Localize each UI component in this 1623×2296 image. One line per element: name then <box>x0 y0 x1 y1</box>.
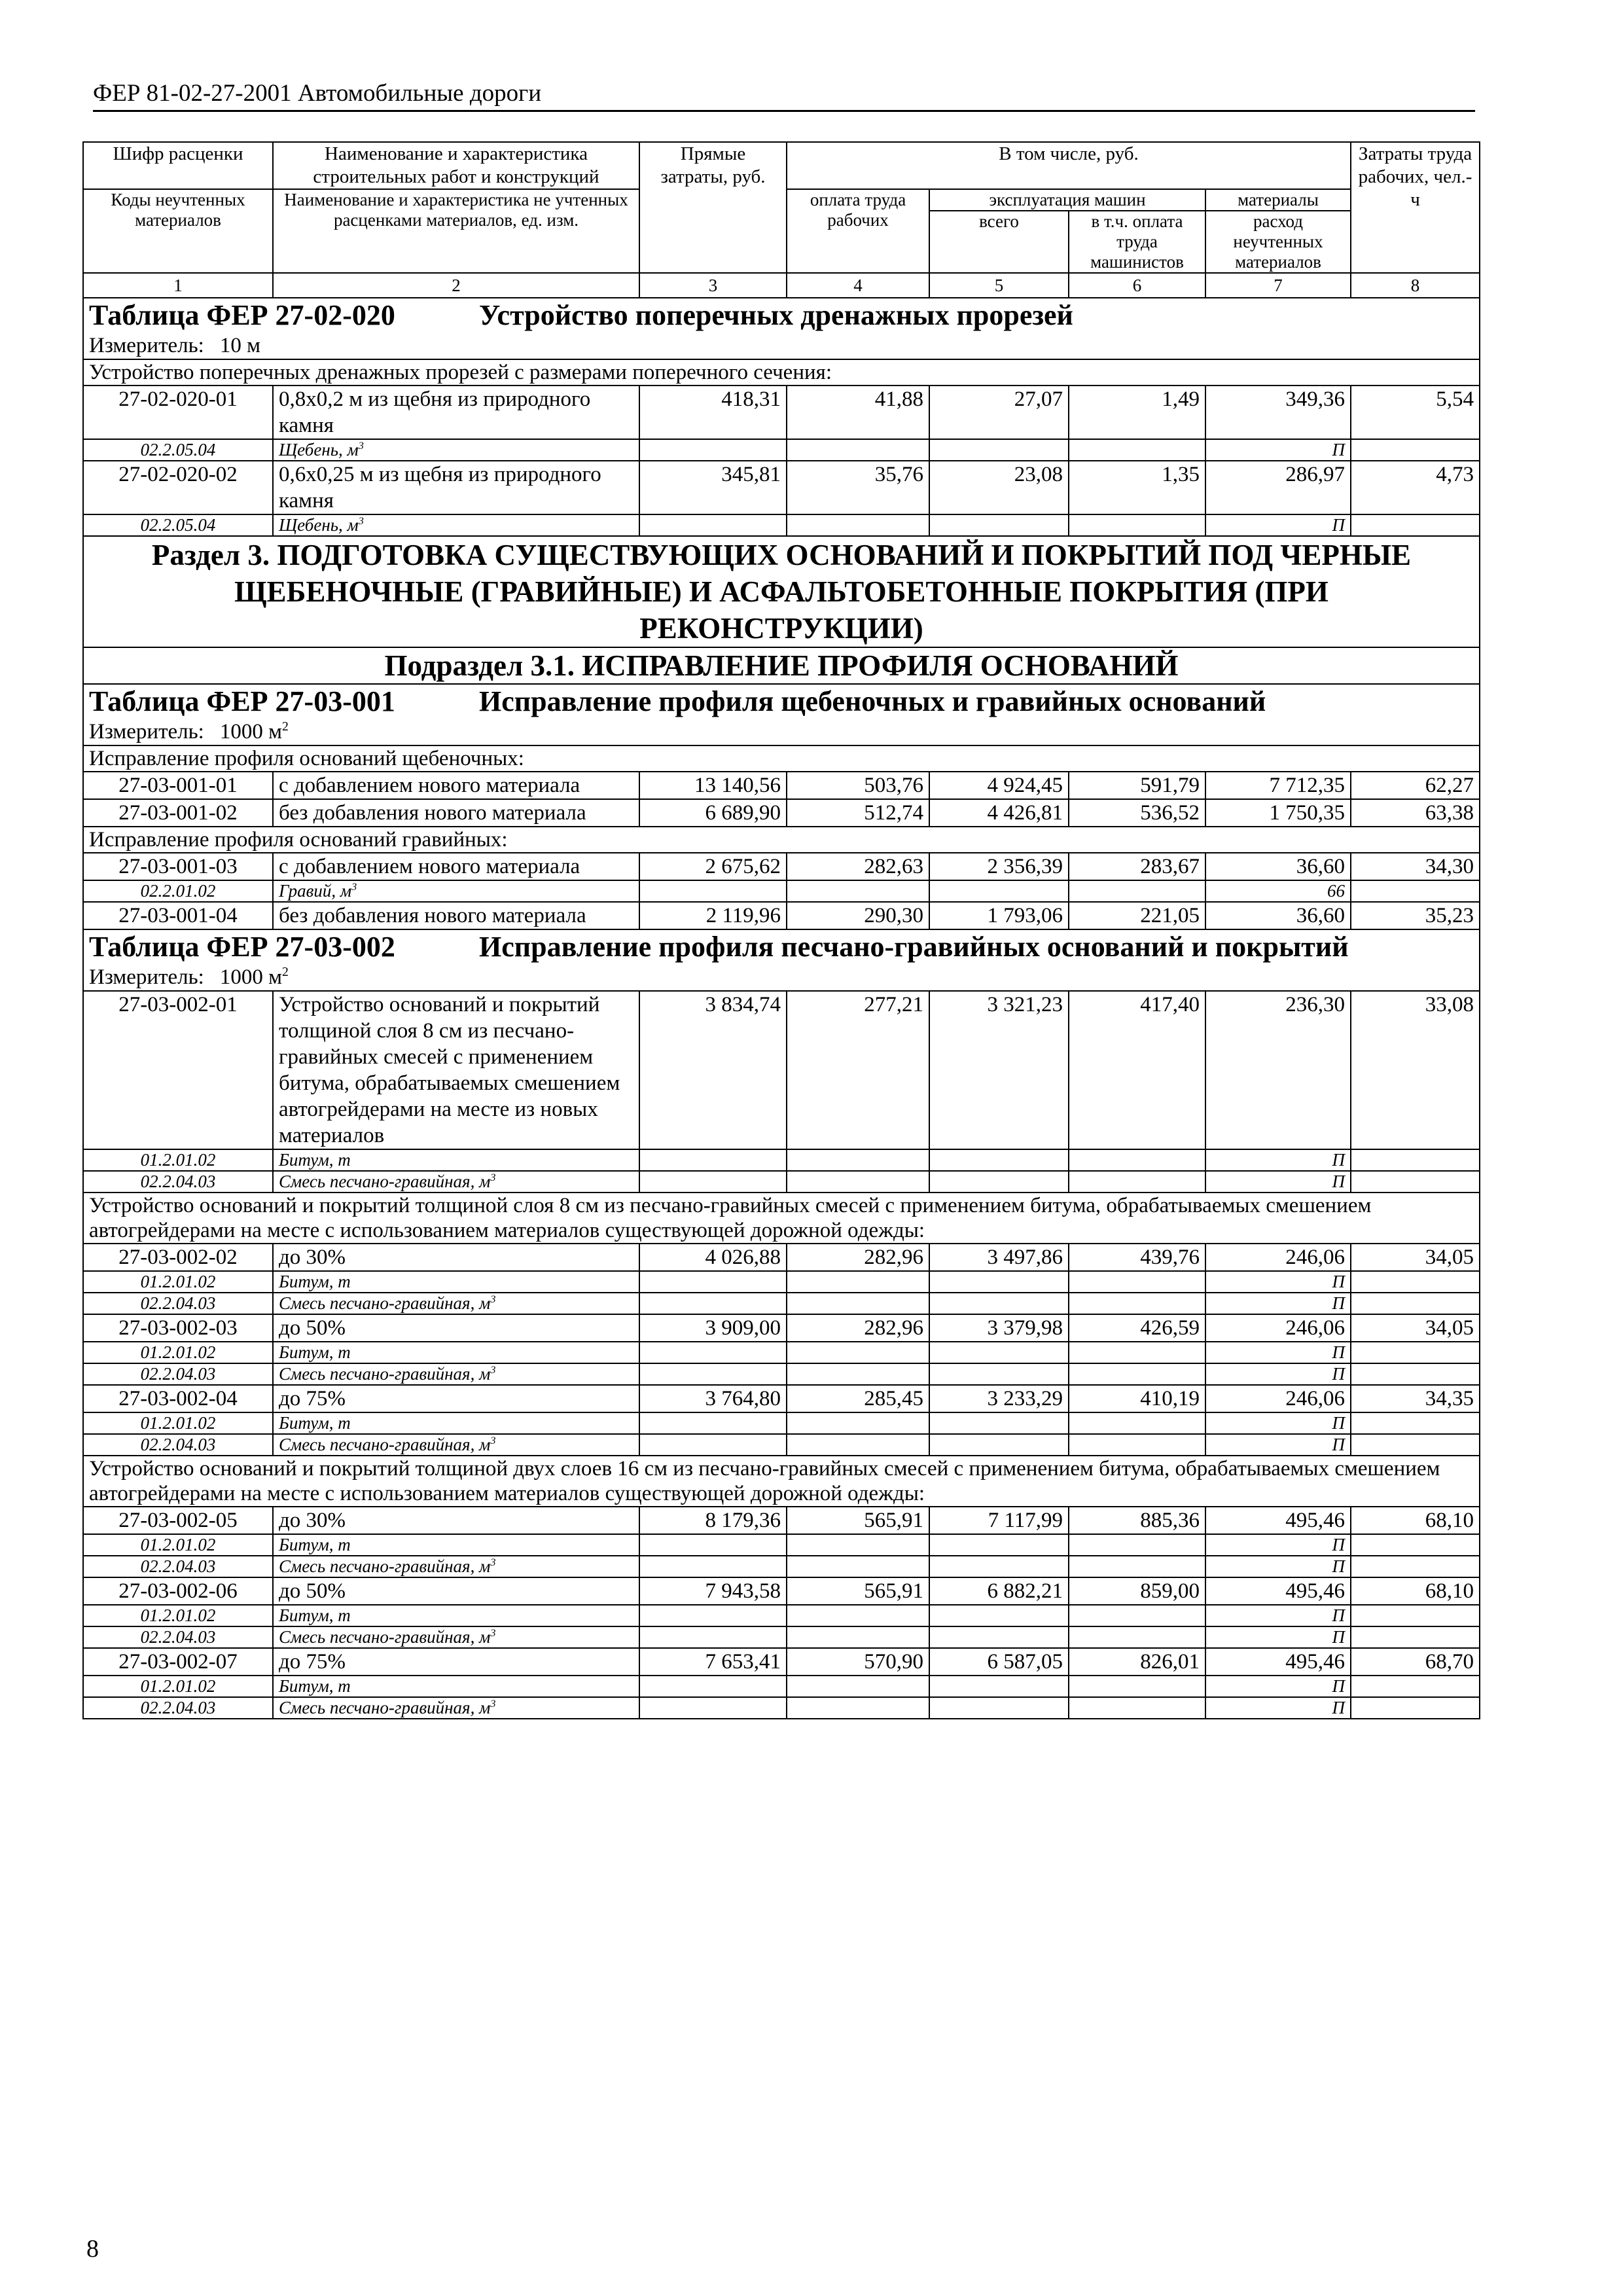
table-title: Исправление профиля песчано-гравийных оснований и покрытий <box>479 931 1349 963</box>
subsection-heading: Подраздел 3.1. ИСПРАВЛЕНИЕ ПРОФИЛЯ ОСНОВАНИЙ <box>83 647 1480 684</box>
col1-header-a: Шифр расценки <box>83 142 273 189</box>
material-row: 01.2.01.02 Битум, т П <box>83 1149 1480 1171</box>
table-code: Таблица ФЕР 27-03-002 <box>89 931 395 963</box>
table-code: Таблица ФЕР 27-02-020 <box>89 299 395 331</box>
measure-row: Измеритель: 1000 $м^2$ <box>83 964 1480 991</box>
col3-header: Прямые затраты, руб. <box>639 142 787 273</box>
measure-value: 1000 м <box>219 965 282 989</box>
table-row: 27-03-001-04 без добавления нового материала 2 119,96 290,30 1 793,06 221,05 36,60 35,23 <box>83 902 1480 929</box>
material-row: 02.2.04.03 Смесь песчано-гравийная, $м^3$ П <box>83 1626 1480 1648</box>
page-number: 8 <box>86 2235 99 2263</box>
col5-header: всего <box>929 211 1069 273</box>
material-row: 02.2.04.03 Смесь песчано-гравийная, $м^3$ П <box>83 1556 1480 1577</box>
table-row: 27-03-002-02 до 30% 4 026,88 282,96 3 497,86 439,76 246,06 34,05 <box>83 1244 1480 1271</box>
table-heading <box>83 684 1480 719</box>
material-row: 02.2.04.03 Смесь песчано-гравийная, $м^3$ П <box>83 1697 1480 1719</box>
material-row: 02.2.04.03 Смесь песчано-гравийная, $м^3$ П <box>83 1363 1480 1385</box>
table-row: 27-02-020-01 0,8x0,2 м из щебня из природного камня 418,31 41,88 27,07 1,49 349,36 5,54 <box>83 386 1480 439</box>
col2-header-b: Наименование и характеристика не учтенных расценками материалов, ед. изм. <box>273 189 639 273</box>
material-row: 01.2.01.02 Битум, т П <box>83 1342 1480 1363</box>
table-code: Таблица ФЕР 27-03-001 <box>89 685 395 717</box>
material-row: 02.2.04.03 Смесь песчано-гравийная, $м^3$ П <box>83 1434 1480 1456</box>
group-row: Исправление профиля оснований щебеночных: <box>83 745 1480 772</box>
table-row: 27-03-002-01 Устройство оснований и покрытий толщиной слоя 8 см из песчано-гравийных смесей с применением битума, обрабатываемых смешением автогрейдерами на месте из новых материалов 3 834,74 277,21 3 321,23 417,40 236,30 33,08 <box>83 991 1480 1149</box>
materials-header: материалы <box>1205 189 1351 211</box>
table-heading <box>83 298 1480 332</box>
material-row: 01.2.01.02 Битум, т П <box>83 1605 1480 1626</box>
table-title: Исправление профиля щебеночных и гравийных оснований <box>479 685 1266 717</box>
table-row: 27-03-001-02 без добавления нового материала 6 689,90 512,74 4 426,81 536,52 1 750,35 63,38 <box>83 799 1480 827</box>
col6-header: в т.ч. оплата труда машинистов <box>1069 211 1205 273</box>
table-row: 27-02-020-02 0,6x0,25 м из щебня из природного камня 345,81 35,76 23,08 1,35 286,97 4,73 <box>83 461 1480 514</box>
material-row: 01.2.01.02 Битум, т П <box>83 1534 1480 1556</box>
document-header <box>93 77 1475 112</box>
material-row: 02.2.05.04 Щебень, $м^3$ П <box>83 514 1480 536</box>
col7-header: расход неучтенных материалов <box>1205 211 1351 273</box>
measure-row: Измеритель: 1000 $м^2$ <box>83 719 1480 745</box>
table-row: 27-03-002-07 до 75% 7 653,41 570,90 6 587,05 826,01 495,46 68,70 <box>83 1648 1480 1676</box>
material-row: 02.2.01.02 Гравий, $м^3$ 66 <box>83 880 1480 902</box>
material-row: 01.2.01.02 Битум, т П <box>83 1412 1480 1434</box>
col4-header: оплата труда рабочих <box>787 189 929 273</box>
table-row: 27-03-002-06 до 50% 7 943,58 565,91 6 882,21 859,00 495,46 68,10 <box>83 1577 1480 1605</box>
col8-header: Затраты труда рабочих, чел.-ч <box>1351 142 1480 273</box>
including-header: В том числе, руб. <box>787 142 1351 189</box>
table-row: 27-03-001-01 с добавлением нового материала 13 140,56 503,76 4 924,45 591,79 7 712,35 62,27 <box>83 772 1480 799</box>
measure-value: 1000 м <box>219 720 282 744</box>
table-row: 27-03-002-05 до 30% 8 179,36 565,91 7 117,99 885,36 495,46 68,10 <box>83 1507 1480 1534</box>
col1-header-b: Коды неучтенных материалов <box>83 189 273 273</box>
group-row: Устройство оснований и покрытий толщиной двух слоев 16 см из песчано-гравийных смесей с применением битума, обрабатываемых смешением автогрейдерами на месте с использованием материалов существующей дорожной одежды: <box>83 1456 1480 1507</box>
material-row: 02.2.05.04 Щебень, $м^3$ П <box>83 439 1480 461</box>
material-row: 02.2.04.03 Смесь песчано-гравийная, $м^3$ П <box>83 1293 1480 1314</box>
measure-value: 10 м <box>219 334 260 357</box>
machines-header: эксплуатация машин <box>929 189 1205 211</box>
table-row: 27-03-002-03 до 50% 3 909,00 282,96 3 379,98 426,59 246,06 34,05 <box>83 1314 1480 1342</box>
measure-row: Измеритель: 10 м <box>83 332 1480 359</box>
group-row: Устройство поперечных дренажных прорезей с размерами поперечного сечения: <box>83 359 1480 386</box>
table-title: Устройство поперечных дренажных прорезей <box>479 299 1073 331</box>
group-row: Устройство оснований и покрытий толщиной слоя 8 см из песчано-гравийных смесей с применением битума, обрабатываемых смешением автогрейдерами на месте с использованием материалов существующей дорожной одежды: <box>83 1193 1480 1244</box>
table-heading <box>83 929 1480 964</box>
column-numbers-row: 1 2 3 4 5 6 7 8 <box>83 273 1480 298</box>
price-table <box>82 141 1480 1719</box>
material-row: 01.2.01.02 Битум, т П <box>83 1271 1480 1293</box>
material-row: 02.2.04.03 Смесь песчано-гравийная, $м^3$ П <box>83 1171 1480 1193</box>
table-row: 27-03-001-03 с добавлением нового материала 2 675,62 282,63 2 356,39 283,67 36,60 34,30 <box>83 853 1480 880</box>
table-row: 27-03-002-04 до 75% 3 764,80 285,45 3 233,29 410,19 246,06 34,35 <box>83 1385 1480 1412</box>
col2-header-a: Наименование и характеристика строительных работ и конструкций <box>273 142 639 189</box>
material-row: 01.2.01.02 Битум, т П <box>83 1676 1480 1697</box>
section-heading: Раздел 3. ПОДГОТОВКА СУЩЕСТВУЮЩИХ ОСНОВАНИЙ И ПОКРЫТИЙ ПОД ЧЕРНЫЕ ЩЕБЕНОЧНЫЕ (ГРАВИЙНЫЕ) И АСФАЛЬТОБЕТОННЫЕ ПОКРЫТИЯ (ПРИ РЕКОНСТРУКЦИИ) <box>83 536 1480 647</box>
document-title: ФЕР 81-02-27-2001 Автомобильные дороги <box>93 80 542 107</box>
group-row: Исправление профиля оснований гравийных: <box>83 827 1480 853</box>
